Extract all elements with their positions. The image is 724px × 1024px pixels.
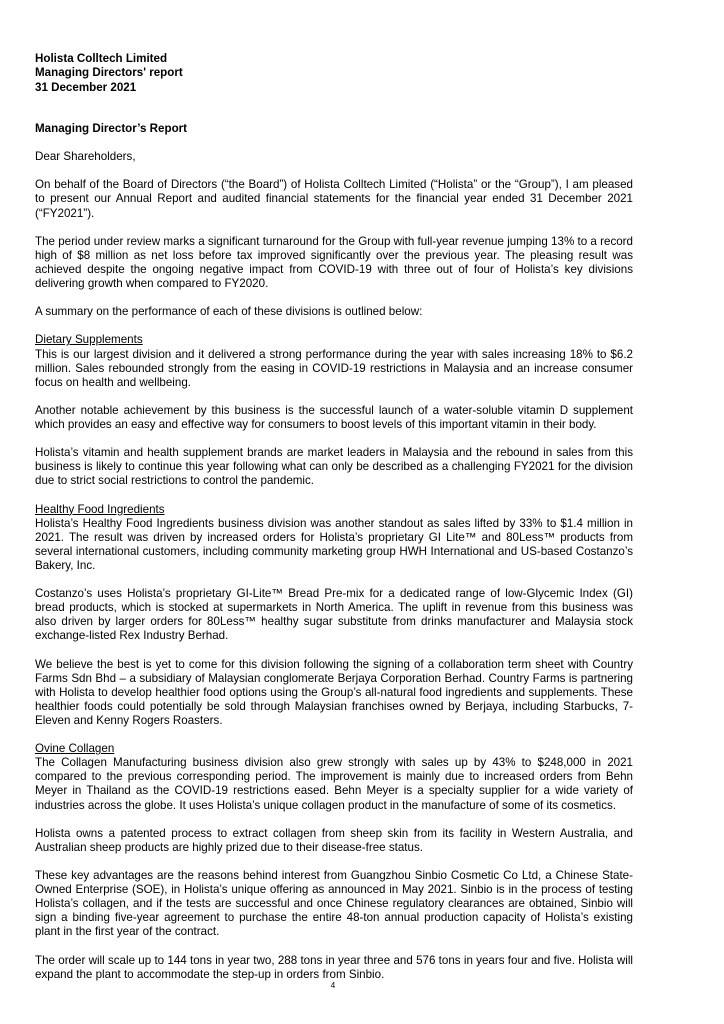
section-heading-dietary-supplements: Dietary Supplements: [35, 333, 143, 347]
intro-paragraph: The period under review marks a significant turnaround for the Group with full-year revenue jumping 13% to a record high of $8 million as net loss before tax improved significantly over the previous year. The pleasing result was achieved despite the ongoing negative impact from COVID-19 with three out of four of Holista’s key divisions delivering growth when compared to FY2020.: [35, 234, 633, 291]
section-paragraph: The order will scale up to 144 tons in year two, 288 tons in year three and 576 tons in years four and five. Holista will expand the plant to accommodate the step-up in orders from Sinbio.: [35, 953, 633, 981]
section-paragraph: Holista owns a patented process to extract collagen from sheep skin from its facility in Western Australia, and Australian sheep products are highly prized due to their disease-free status.: [35, 826, 633, 854]
section-paragraph: Costanzo’s uses Holista’s proprietary GI-Lite™ Bread Pre-mix for a dedicated range of low-Glycemic Index (GI) bread products, which is stocked at supermarkets in North America. The uplift in revenue from this business was also driven by larger orders for 80Less™ healthy sugar substitute from drinks manufacturer and Malaysia stock exchange-listed Rex Industry Berhad.: [35, 587, 633, 643]
section-paragraph: These key advantages are the reasons behind interest from Guangzhou Sinbio Cosmetic Co Ltd, a Chinese State-Owned Enterprise (SOE), in Holista’s unique offering as announced in May 2021. Sinbio is in the process of testing Holista’s collagen, and if the tests are successful and once Chinese regulatory clearances are obtained, Sinbio will sign a binding five-year agreement to purchase the entire 48-ton annual production capacity of Holista’s existing plant in the first year of the contract.: [35, 868, 633, 939]
section-paragraph: We believe the best is yet to come for this division following the signing of a collaboration term sheet with Country Farms Sdn Bhd – a subsidiary of Malaysian conglomerate Berjaya Corporation Berhad. Country Farms is partnering with Holista to develop healthier food options using the Group’s all-natural food ingredients and supplements. These healthier foods could potentially be sold through Malaysian franchises owned by Berjaya, including Starbucks, 7-Eleven and Kenny Rogers Roasters.: [35, 657, 633, 727]
section-heading-healthy-food-ingredients: Healthy Food Ingredients: [35, 502, 165, 516]
page-title: Managing Director’s Report: [35, 122, 188, 135]
report-date: 31 December 2021: [35, 80, 137, 94]
report-body: [35, 122, 633, 982]
section-paragraph: Holista’s vitamin and health supplement brands are market leaders in Malaysia and the rebound in sales from this business is likely to continue this year following what can only be described as a challenging FY2021 for the division due to strict social restrictions to control the pandemic.: [35, 446, 633, 488]
intro-paragraph: A summary on the performance of each of these divisions is outlined below:: [35, 305, 423, 319]
report-name: Managing Directors' report: [35, 66, 183, 80]
section-heading-ovine-collagen: Ovine Collagen: [35, 742, 115, 756]
company-name: Holista Colltech Limited: [35, 52, 168, 65]
intro-paragraph: On behalf of the Board of Directors (“the Board”) of Holista Colltech Limited (“Holista” or the “Group”), I am pleased to present our Annual Report and audited financial statements for the financial year ended 31 December 2021 (“FY2021”).: [35, 178, 633, 220]
section-paragraph: Holista’s Healthy Food Ingredients business division was another standout as sales lifted by 33% to $1.4 million in 2021. The result was driven by increased orders for Holista’s proprietary GI Lite™ and 80Less™ products from several international customers, including community marketing group HWH International and US-based Costanzo’s Bakery, Inc.: [35, 516, 633, 572]
report-header: [35, 52, 183, 95]
section-paragraph: The Collagen Manufacturing business division also grew strongly with sales up by 43% to $248,000 in 2021 compared to the previous corresponding period. The improvement is mainly due to increased orders from Behn Meyer in Thailand as the COVID-19 restrictions eased. Behn Meyer is a specialty supplier for a wide variety of industries across the globe. It uses Holista’s unique collagen product in the manufacture of some of its cosmetics.: [35, 756, 633, 812]
greeting: Dear Shareholders,: [35, 150, 136, 164]
page-number: 4: [330, 981, 336, 990]
section-paragraph: This is our largest division and it delivered a strong performance during the year with sales increasing 18% to $6.2 million. Sales rebounded strongly from the easing in COVID-19 restrictions in Malaysia and an increase consumer focus on health and wellbeing.: [35, 347, 633, 389]
section-paragraph: Another notable achievement by this business is the successful launch of a water-soluble vitamin D supplement which provides an easy and effective way for consumers to boost levels of this important vitamin in their body.: [35, 403, 633, 431]
